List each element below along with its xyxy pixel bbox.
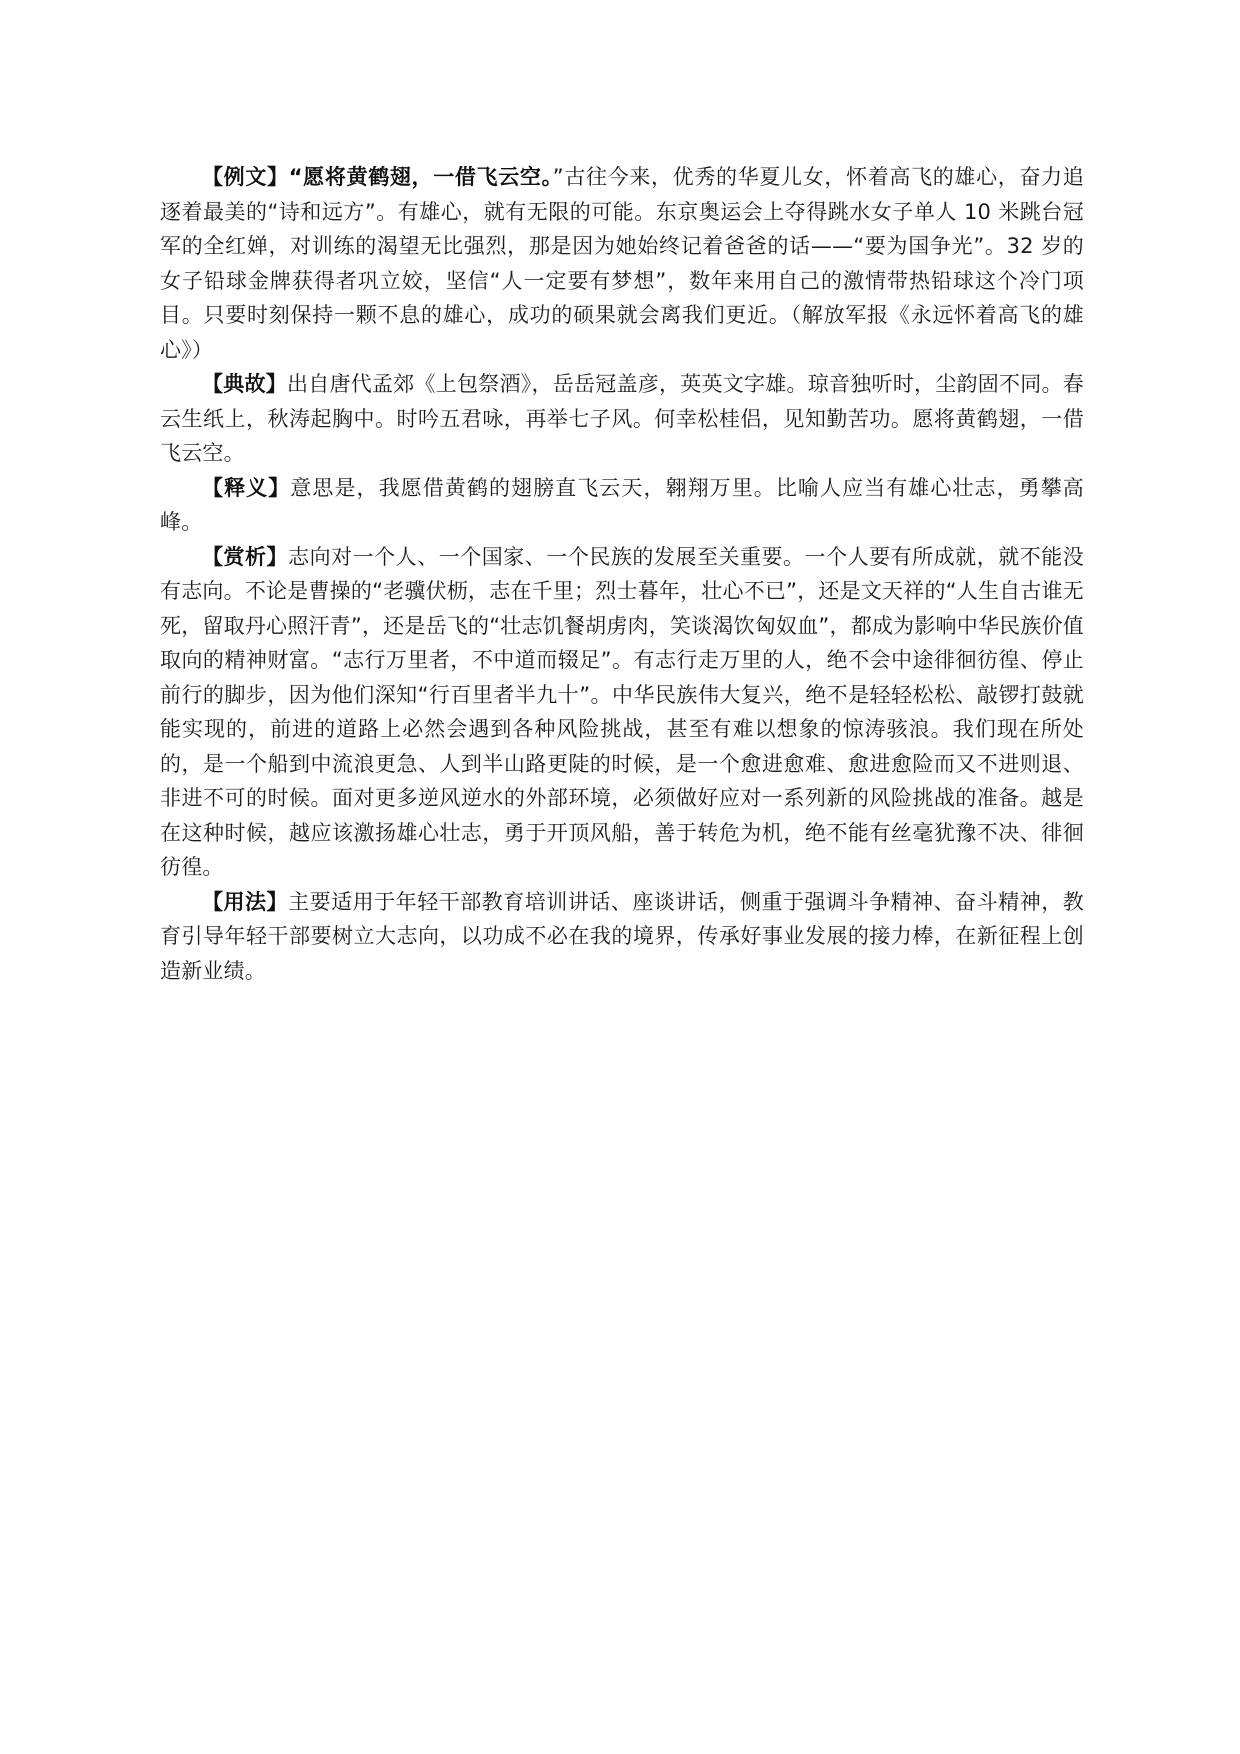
- meaning-text: 意思是，我愿借黄鹤的翅膀直飞云天，翱翔万里。比喻人应当有雄心壮志，勇攀高峰。: [160, 475, 1084, 534]
- example-text: ”古往今来，优秀的华夏儿女，怀着高飞的雄心，奋力追逐着最美的“诗和远方”。有雄心，就有无限的可能。东京奥运会上夺得跳水女子单人 10 米跳台冠军的全红婵，对训练的渴望无比强烈，那是因为她始终记着爸爸的话——“要为国争光”。32 岁的女子铅球金牌获得者巩立姣，坚信“人一定要有梦想”，数年来用自己的激情带热铅球这个冷门项目。只要时刻保持一颗不息的雄心，成功的硕果就会离我们更近。（解放军报《永远怀着高飞的雄心》）: [160, 165, 1084, 362]
- document-page: [160, 160, 1084, 988]
- example-paragraph: [160, 160, 1084, 367]
- allusion-text: 出自唐代孟郊《上包祭酒》，岳岳冠盖彦，英英文字雄。琼音独听时，尘韵固不同。春云生纸上，秋涛起胸中。时吟五君咏，再举七子风。何幸松桂侣，见知勤苦功。愿将黄鹤翅，一借飞云空。: [160, 372, 1084, 465]
- meaning-label: 【释义】: [202, 475, 291, 500]
- allusion-label: 【典故】: [202, 372, 288, 396]
- analysis-label: 【赏析】: [202, 544, 289, 569]
- example-label: 【例文】: [202, 165, 289, 189]
- allusion-paragraph: [160, 367, 1084, 471]
- usage-label: 【用法】: [202, 889, 289, 914]
- meaning-paragraph: [160, 471, 1084, 540]
- usage-paragraph: [160, 885, 1084, 989]
- example-lead-quote: “愿将黄鹤翅，一借飞云空。: [288, 165, 553, 189]
- analysis-text: 志向对一个人、一个国家、一个民族的发展至关重要。一个人要有所成就，就不能没有志向。不论是曹操的“老骥伏枥，志在千里；烈士暮年，壮心不已”，还是文天祥的“人生自古谁无死，留取丹心照汗青”，还是岳飞的“壮志饥餐胡虏肉，笑谈渴饮匈奴血”，都成为影响中华民族价值取向的精神财富。“志行万里者，不中道而辍足”。有志行走万里的人，绝不会中途徘徊彷徨、停止前行的脚步，因为他们深知“行百里者半九十”。中华民族伟大复兴，绝不是轻轻松松、敲锣打鼓就能实现的，前进的道路上必然会遇到各种风险挑战，甚至有难以想象的惊涛骇浪。我们现在所处的，是一个船到中流浪更急、人到半山路更陡的时候，是一个愈进愈难、愈进愈险而又不进则退、非进不可的时候。面对更多逆风逆水的外部环境，必须做好应对一系列新的风险挑战的准备。越是在这种时候，越应该激扬雄心壮志，勇于开顶风船，善于转危为机，绝不能有丝毫犹豫不决、徘徊彷徨。: [160, 544, 1084, 879]
- analysis-paragraph: [160, 540, 1084, 885]
- usage-text: 主要适用于年轻干部教育培训讲话、座谈讲话，侧重于强调斗争精神、奋斗精神，教育引导年轻干部要树立大志向，以功成不必在我的境界，传承好事业发展的接力棒，在新征程上创造新业绩。: [160, 889, 1084, 983]
